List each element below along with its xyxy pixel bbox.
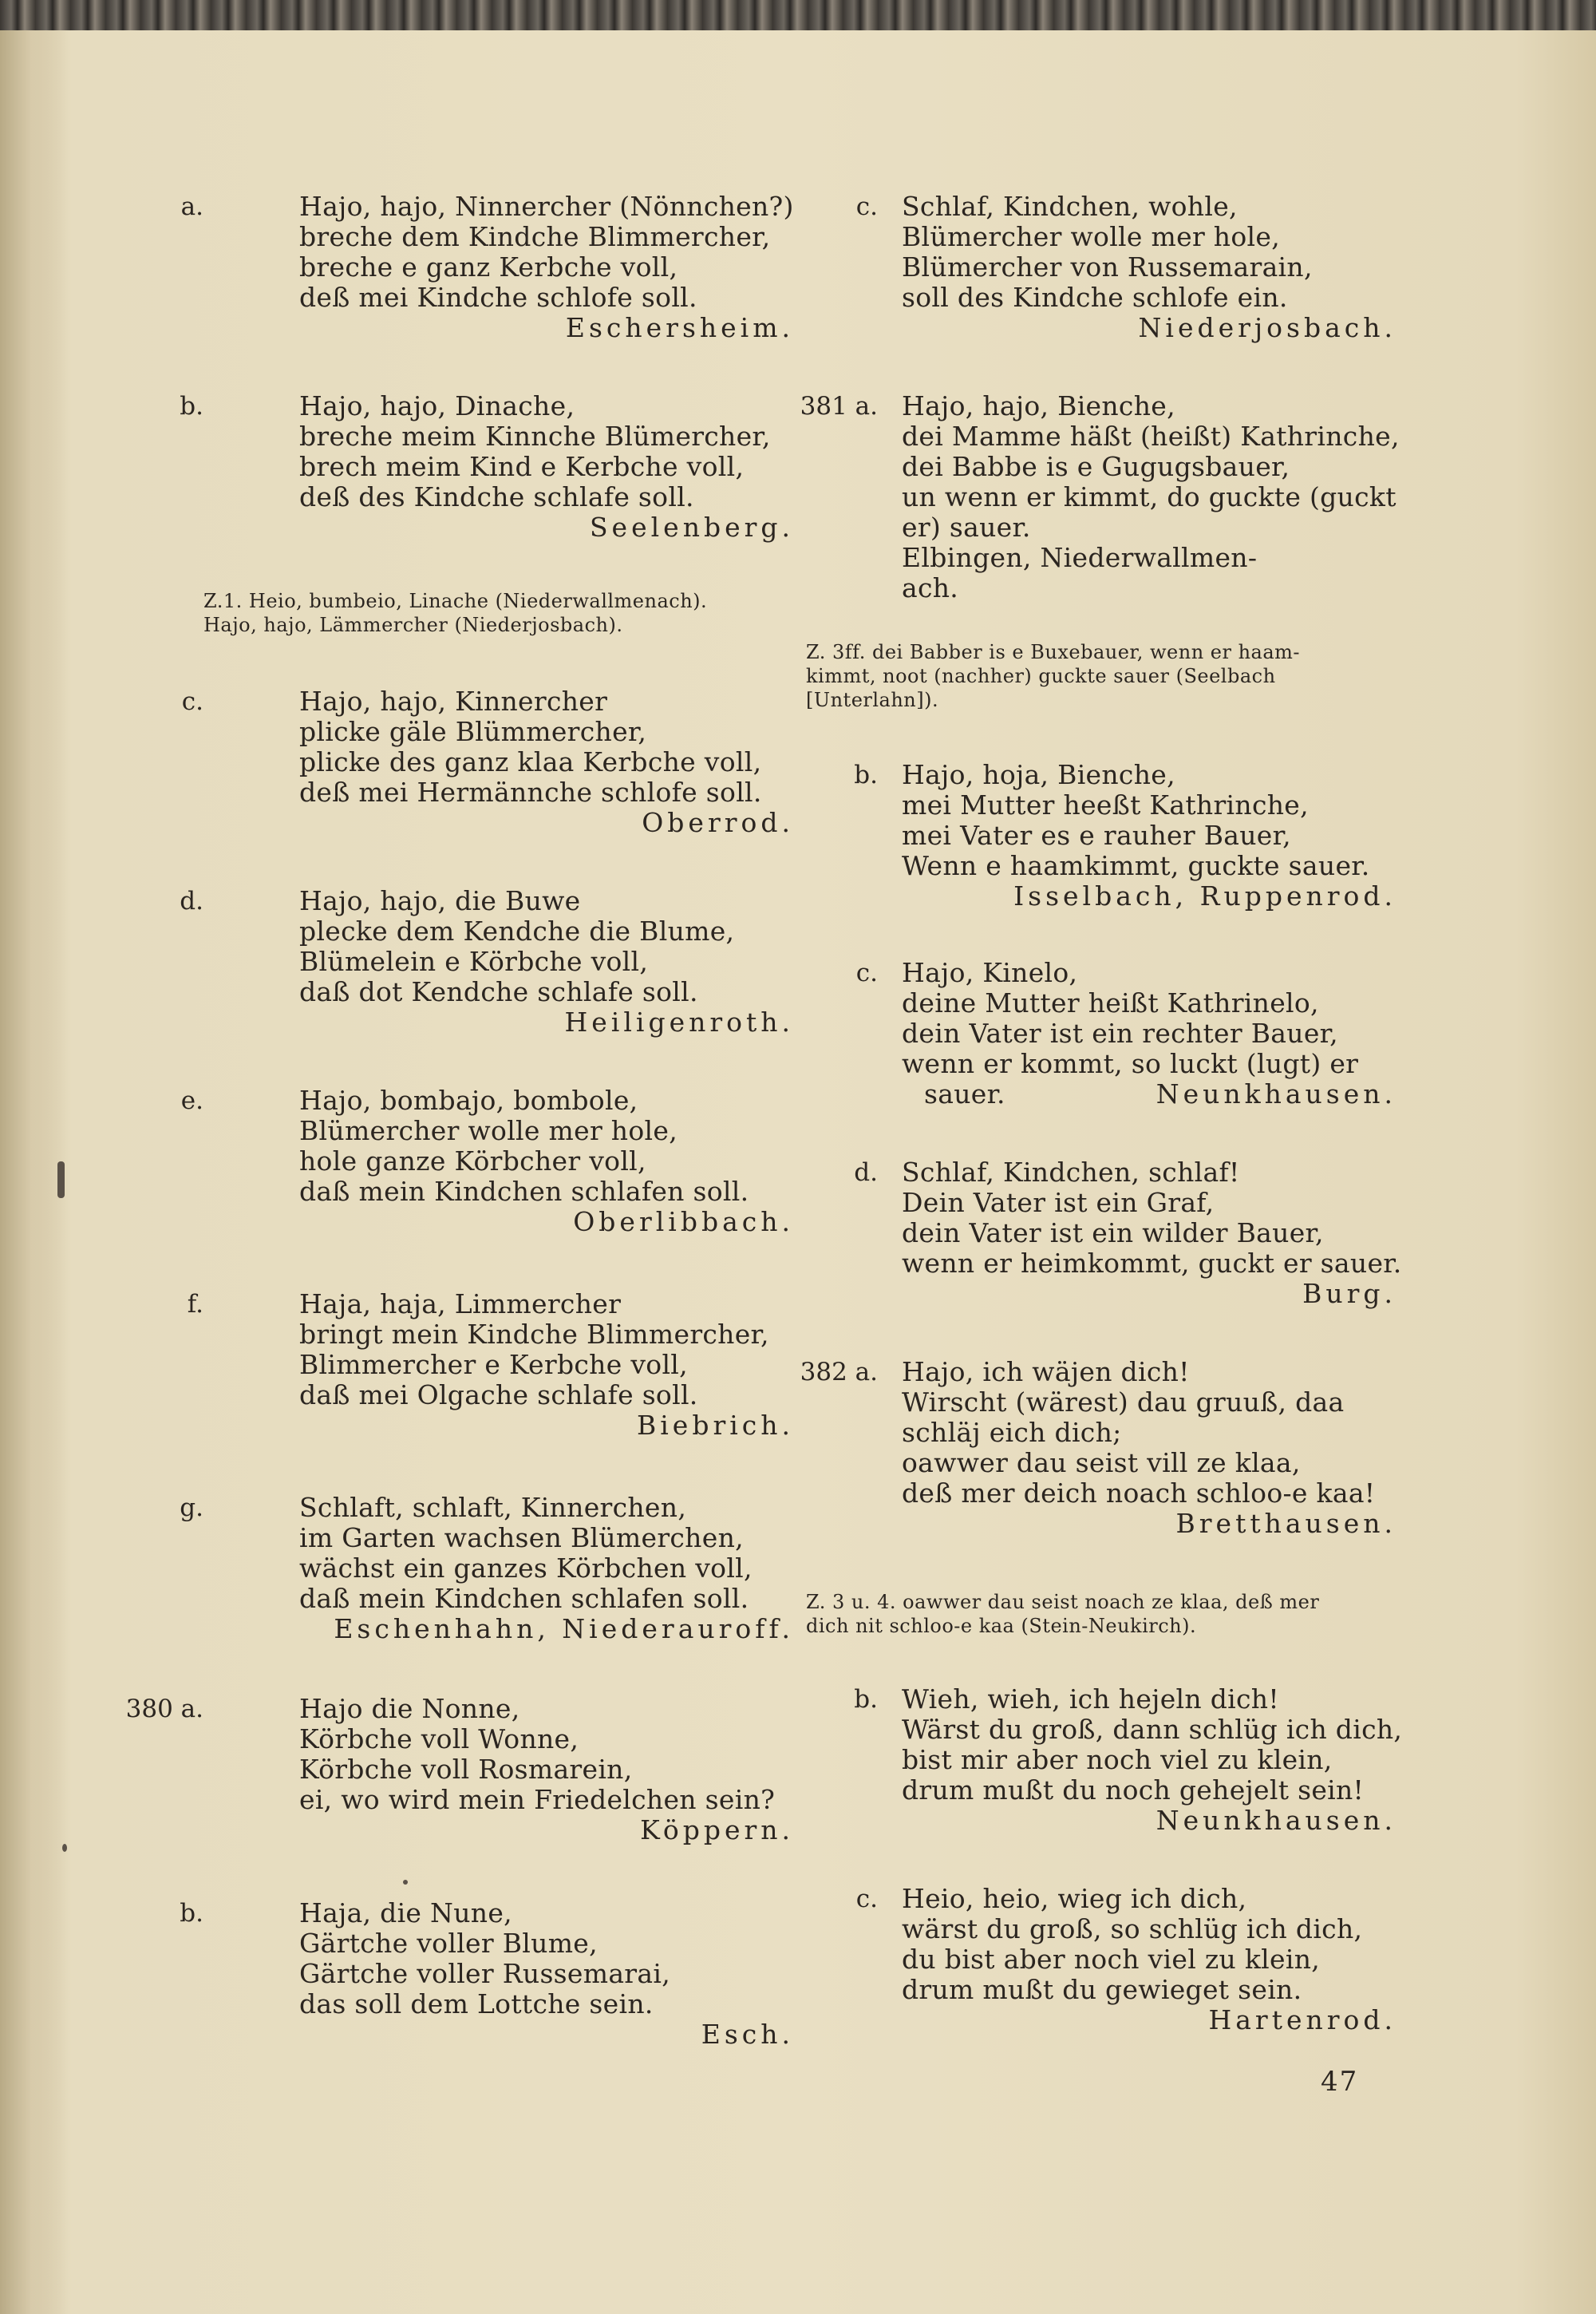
verse-line: Blimmercher e Kerbche voll, xyxy=(299,1349,688,1380)
verse-line: das soll dem Lottche sein. xyxy=(299,1988,654,2019)
verse-lines xyxy=(299,391,771,512)
verse-lines xyxy=(902,760,1370,881)
verse-line: Hajo, hoja, Bienche, xyxy=(902,759,1175,790)
verse-line: Hajo, hajo, Kinnercher xyxy=(299,686,608,717)
verse-line: Wirscht (wärest) dau gruuß, daa xyxy=(902,1386,1345,1418)
verse-line: wenn er heimkommt, guckt er sauer. xyxy=(902,1248,1402,1279)
verse-line: daß dot Kendche schlafe soll. xyxy=(299,976,698,1007)
verse-label: c. xyxy=(181,687,203,716)
verse-line: Hajo, hajo, die Buwe xyxy=(299,885,581,916)
verse-line: Blümercher von Russemarain, xyxy=(902,251,1313,283)
verse-line: Heio, heio, wieg ich dich, xyxy=(902,1883,1247,1914)
place-name: Seelenberg. xyxy=(589,512,794,543)
verse-line: ei, wo wird mein Friedelchen sein? xyxy=(299,1784,776,1815)
verse-line: un wenn er kimmt, do guckte (guckt xyxy=(902,481,1396,512)
verse-line: Schlaf, Kindchen, schlaf! xyxy=(902,1157,1240,1188)
verse-lines xyxy=(299,886,734,1007)
verse-line: du bist aber noch viel zu klein, xyxy=(902,1944,1321,1975)
verse-line: schläj eich dich; xyxy=(902,1417,1122,1448)
footnote xyxy=(806,1590,1396,1638)
verse-label: f. xyxy=(187,1290,203,1319)
verse-lines xyxy=(299,1493,753,1614)
place-name: Oberrod. xyxy=(642,807,794,838)
footnote-line: Z. 3ff. dei Babber is e Buxebauer, wenn er haam- xyxy=(806,641,1301,663)
verse-lines xyxy=(299,1086,749,1207)
verse-line: wärst du groß, so schlüg ich dich, xyxy=(902,1913,1363,1944)
verse-line: Dein Vater ist ein Graf, xyxy=(902,1187,1215,1218)
verse-line: soll des Kindche schlofe ein. xyxy=(902,282,1288,313)
verse-line: oawwer dau seist vill ze klaa, xyxy=(902,1447,1301,1478)
verse-label: a. xyxy=(180,192,203,221)
verse-label: c. xyxy=(855,192,878,221)
verse-label: g. xyxy=(180,1493,203,1522)
verse-line: daß mein Kindchen schlafen soll. xyxy=(299,1176,749,1207)
verse-lines xyxy=(902,391,1400,603)
place-name: Esch. xyxy=(701,2019,794,2050)
verse-lines xyxy=(902,958,1358,1110)
verse-label: 381 a. xyxy=(800,392,878,421)
verse-line: brech meim Kind e Kerbche voll, xyxy=(299,451,745,482)
verse-line: dein Vater ist ein rechter Bauer, xyxy=(902,1018,1338,1049)
verse-line: deß mer deich noach schloo-e kaa! xyxy=(902,1477,1376,1509)
verse-line: dei Babbe is e Gugugsbauer, xyxy=(902,451,1290,482)
footnote-line: dich nit schloo-e kaa (Stein-Neukirch). xyxy=(806,1615,1197,1637)
paper-speck xyxy=(403,1880,408,1885)
verse-line: im Garten wachsen Blümerchen, xyxy=(299,1522,744,1553)
verse-label: d. xyxy=(180,887,203,916)
verse-line: Schlaf, Kindchen, wohle, xyxy=(902,191,1238,222)
verse-label: b. xyxy=(180,1899,203,1928)
verse-label: c. xyxy=(855,1885,878,1913)
verse-line: breche dem Kindche Blimmercher, xyxy=(299,221,771,252)
verse-lines xyxy=(299,192,794,313)
verse-line: plicke gäle Blümmercher, xyxy=(299,716,647,747)
verse-label: 382 a. xyxy=(800,1358,878,1386)
paper-speck xyxy=(62,1844,67,1852)
place-name: Isselbach, Ruppenrod. xyxy=(1013,880,1396,912)
verse-line: Hajo, hajo, Bienche, xyxy=(902,390,1175,421)
place-name: Burg. xyxy=(1302,1278,1396,1309)
verse-line: hole ganze Körbcher voll, xyxy=(299,1145,646,1177)
verse-line: Hajo, ich wäjen dich! xyxy=(902,1356,1190,1387)
verse-lines xyxy=(902,1157,1402,1279)
verse-line: wenn er kommt, so luckt (lugt) er xyxy=(902,1048,1359,1079)
verse-line: Hajo die Nonne, xyxy=(299,1693,520,1724)
verse-line: bringt mein Kindche Blimmercher, xyxy=(299,1319,769,1350)
footnote-line: [Unterlahn]). xyxy=(806,689,939,711)
verse-line: ach. xyxy=(902,572,959,603)
footnote xyxy=(203,589,794,637)
verse-line: Blümercher wolle mer hole, xyxy=(902,221,1281,252)
verse-line: Wieh, wieh, ich hejeln dich! xyxy=(902,1683,1279,1715)
footnote-line: Z.1. Heio, bumbeio, Linache (Niederwallmenach). xyxy=(203,590,708,612)
verse-line: Elbingen, Niederwallmen- xyxy=(902,542,1258,573)
verse-lines xyxy=(299,1898,670,2019)
place-name: Eschersheim. xyxy=(565,312,794,343)
verse-line: Gärtche voller Russemarai, xyxy=(299,1958,670,1989)
place-name: Oberlibbach. xyxy=(573,1206,794,1237)
verse-line: deß mei Kindche schlofe soll. xyxy=(299,282,697,313)
verse-line: Hajo, Kinelo, xyxy=(902,957,1078,988)
verse-line: Körbche voll Rosmarein, xyxy=(299,1754,633,1785)
place-name: Eschenhahn, Niederauroff. xyxy=(334,1613,794,1644)
verse-line: Hajo, hajo, Ninnercher (Nönnchen?) xyxy=(299,191,794,222)
verse-label: d. xyxy=(854,1158,878,1187)
verse-line: Wärst du groß, dann schlüg ich dich, xyxy=(902,1714,1403,1745)
verse-line: deß des Kindche schlafe soll. xyxy=(299,481,694,512)
verse-line: breche e ganz Kerbche voll, xyxy=(299,251,678,283)
verse-line: dein Vater ist ein wilder Bauer, xyxy=(902,1217,1324,1248)
book-top-edge xyxy=(0,0,1596,30)
verse-lines xyxy=(902,1684,1402,1806)
verse-lines xyxy=(902,192,1313,313)
place-name: Biebrich. xyxy=(636,1410,794,1441)
verse-line: er) sauer. xyxy=(902,512,1031,543)
verse-line: drum mußt du noch gehejelt sein! xyxy=(902,1774,1365,1806)
place-name: Köppern. xyxy=(640,1814,794,1845)
place-name: Neunkhausen. xyxy=(1156,1078,1396,1110)
verse-line: Haja, haja, Limmercher xyxy=(299,1288,622,1319)
place-name: Neunkhausen. xyxy=(1156,1805,1396,1836)
place-name: Heiligenroth. xyxy=(564,1007,794,1038)
verse-label: e. xyxy=(180,1086,203,1115)
verse-line: plicke des ganz klaa Kerbche voll, xyxy=(299,746,762,777)
verse-line: wächst ein ganzes Körbchen voll, xyxy=(299,1553,753,1584)
verse-lines xyxy=(299,686,762,808)
verse-line: deß mei Hermännche schlofe soll. xyxy=(299,777,762,808)
verse-line: dei Mamme häßt (heißt) Kathrinche, xyxy=(902,421,1400,452)
verse-line: Gärtche voller Blume, xyxy=(299,1928,598,1959)
verse-label: c. xyxy=(855,959,878,987)
verse-line: Schlaft, schlaft, Kinnerchen, xyxy=(299,1492,687,1523)
footnote-line: kimmt, noot (nachher) guckte sauer (Seelbach xyxy=(806,665,1276,687)
verse-line: Haja, die Nune, xyxy=(299,1897,512,1928)
verse-lines xyxy=(902,1884,1362,2005)
verse-label: b. xyxy=(854,761,878,789)
page-number: 47 xyxy=(1321,2066,1359,2098)
verse-label: 380 a. xyxy=(125,1695,203,1723)
verse-line: drum mußt du gewieget sein. xyxy=(902,1974,1302,2005)
verse-line: Wenn e haamkimmt, guckte sauer. xyxy=(902,850,1370,881)
footnote-line: Hajo, hajo, Lämmercher (Niederjosbach). xyxy=(203,614,623,636)
verse-lines xyxy=(902,1357,1375,1509)
verse-line: Blümercher wolle mer hole, xyxy=(299,1115,678,1146)
place-name: Bretthausen. xyxy=(1175,1508,1396,1539)
place-name: Niederjosbach. xyxy=(1138,312,1396,343)
verse-line: plecke dem Kendche die Blume, xyxy=(299,916,735,947)
verse-line: daß mein Kindchen schlafen soll. xyxy=(299,1583,749,1614)
verse-line: deine Mutter heißt Kathrinelo, xyxy=(902,987,1319,1019)
verse-lines xyxy=(299,1694,775,1815)
footnote-line: Z. 3 u. 4. oawwer dau seist noach ze klaa, deß mer xyxy=(806,1591,1320,1613)
verse-line: daß mei Olgache schlafe soll. xyxy=(299,1379,698,1410)
verse-label: b. xyxy=(180,392,203,421)
place-name: Hartenrod. xyxy=(1208,2004,1396,2035)
verse-lines xyxy=(299,1289,769,1410)
verse-line: Hajo, hajo, Dinache, xyxy=(299,390,575,421)
verse-line: Körbche voll Wonne, xyxy=(299,1723,579,1754)
verse-line: sauer. xyxy=(924,1078,1005,1110)
verse-line: bist mir aber noch viel zu klein, xyxy=(902,1744,1333,1775)
footnote xyxy=(806,640,1396,712)
verse-line: mei Vater es e rauher Bauer, xyxy=(902,820,1291,851)
verse-label: b. xyxy=(854,1685,878,1714)
verse-line: Hajo, bombajo, bombole, xyxy=(299,1085,638,1116)
verse-line: Blümelein e Körbche voll, xyxy=(299,946,649,977)
paper-speck xyxy=(57,1161,65,1198)
verse-line: mei Mutter heeßt Kathrinche, xyxy=(902,789,1309,821)
verse-line: breche meim Kinnche Blümercher, xyxy=(299,421,771,452)
